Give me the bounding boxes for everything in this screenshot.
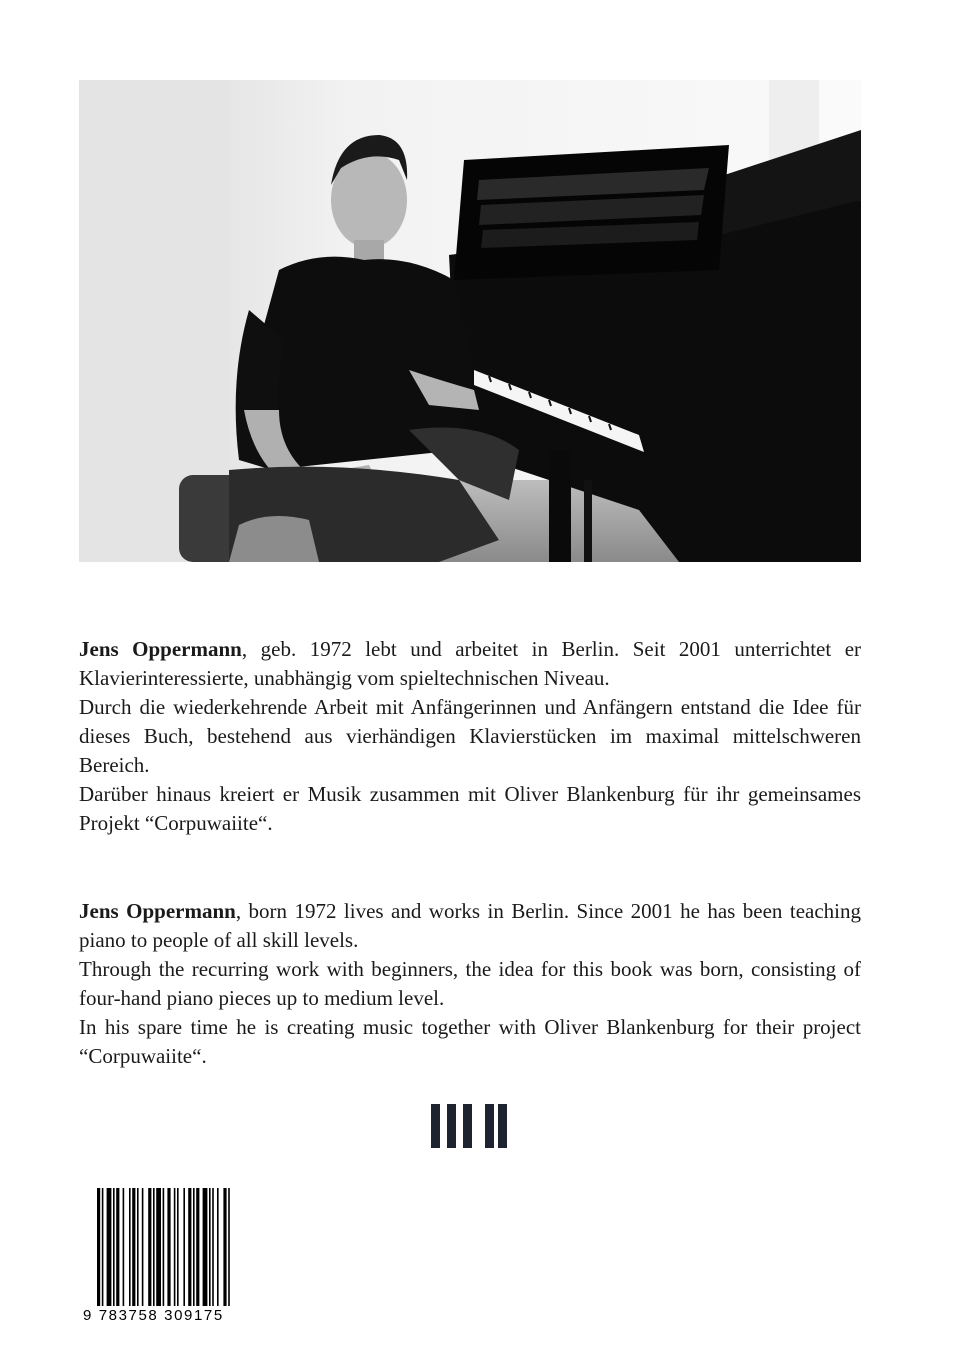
bio-de-intro-text: , geb. 1972 lebt und arbeitet in Berlin. Seit 2001 unterrichtet er Klavierinteressierte, unabhängig vom spieltechnischen Niveau. — [79, 637, 862, 690]
bio-en-intro — [79, 897, 861, 955]
barcode-bar — [132, 1188, 135, 1306]
barcode-bar — [107, 1188, 112, 1306]
barcode-bar — [129, 1188, 131, 1306]
barcode-bar — [142, 1188, 144, 1306]
barcode-bar — [148, 1188, 151, 1306]
barcode-bar — [196, 1188, 199, 1306]
isbn-barcode — [83, 1188, 253, 1328]
barcode-bar — [163, 1188, 165, 1306]
author-piano-image — [79, 80, 861, 562]
bio-en-paragraph-3: In his spare time he is creating music together with Oliver Blankenburg for their project “Corpuwaiite“. — [79, 1015, 861, 1068]
barcode-bar — [113, 1188, 115, 1306]
bio-de-paragraph-3: Darüber hinaus kreiert er Musik zusammen mit Oliver Blankenburg für ihr gemeinsames Projekt “Corpuwaiite“. — [79, 782, 861, 835]
barcode-bar — [153, 1188, 155, 1306]
barcode-bar — [188, 1188, 191, 1306]
barcode-bar — [116, 1188, 119, 1306]
bio-de-paragraph-2: Durch die wiederkehrende Arbeit mit Anfängerinnen und Anfängern entstand die Idee für dieses Buch, bestehend aus vierhändigen Klavierstücken im maximal mittelschweren Bereich. — [79, 695, 861, 777]
barcode-bar — [223, 1188, 226, 1306]
barcode-bar — [209, 1188, 211, 1306]
barcode-bar — [203, 1188, 208, 1306]
bio-de-intro — [79, 635, 861, 693]
barcode-bar — [156, 1188, 161, 1306]
barcode-bar — [167, 1188, 170, 1306]
bio-english — [79, 897, 861, 1071]
barcode-bar — [174, 1188, 176, 1306]
barcode-bars-icon — [83, 1188, 253, 1306]
bio-en-paragraph-2: Through the recurring work with beginners, the idea for this book was born, consisting of four-hand piano pieces up to medium level. — [79, 957, 861, 1010]
isbn-number: 9 783758 309175 — [83, 1307, 224, 1324]
barcode-bar — [102, 1188, 104, 1306]
author-name-en: Jens Oppermann — [79, 899, 236, 923]
barcode-bar — [193, 1188, 195, 1306]
barcode-bar — [212, 1188, 214, 1306]
author-photo — [79, 80, 861, 562]
barcode-bar — [228, 1188, 230, 1306]
barcode-bar — [123, 1188, 125, 1306]
bio-german — [79, 635, 861, 838]
barcode-bar — [217, 1188, 219, 1306]
bio-en-intro-text: , born 1972 lives and works in Berlin. Since 2001 he has been teaching piano to people of all skill levels. — [79, 899, 862, 952]
barcode-bar — [137, 1188, 139, 1306]
barcode-bar — [183, 1188, 185, 1306]
author-name-de: Jens Oppermann — [79, 637, 242, 661]
publisher-bars-logo-icon — [431, 1104, 507, 1148]
barcode-bar — [97, 1188, 100, 1306]
barcode-bar — [177, 1188, 179, 1306]
